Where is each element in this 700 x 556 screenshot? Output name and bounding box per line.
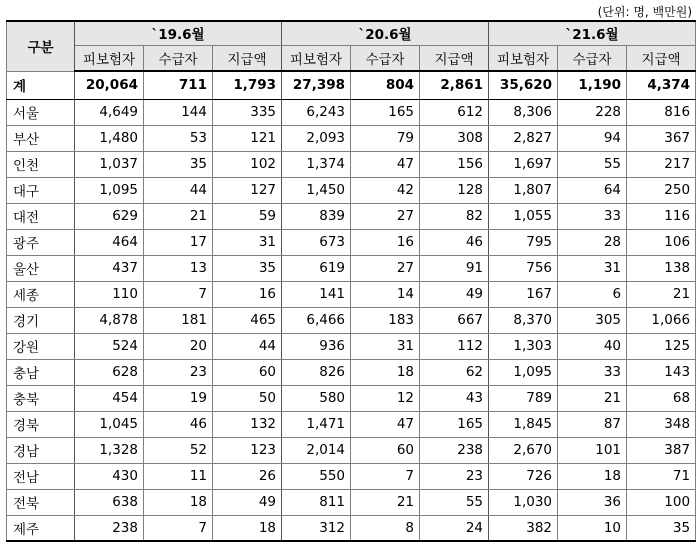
table-cell: 7	[351, 463, 420, 489]
region-name: 서울	[7, 99, 75, 125]
subheader-insured: 피보험자	[282, 45, 351, 71]
table-cell: 23	[144, 359, 213, 385]
table-cell: 1,450	[282, 177, 351, 203]
table-cell: 1,303	[489, 333, 558, 359]
table-cell: 141	[282, 281, 351, 307]
region-name: 인천	[7, 151, 75, 177]
row-label-header: 구분	[7, 21, 75, 71]
table-cell: 7	[144, 281, 213, 307]
table-cell: 464	[75, 229, 144, 255]
table-cell: 382	[489, 515, 558, 541]
table-cell: 102	[213, 151, 282, 177]
table-cell: 94	[558, 125, 627, 151]
table-cell: 348	[627, 411, 696, 437]
table-row	[7, 281, 696, 307]
table-cell: 1,471	[282, 411, 351, 437]
subheader-payment: 지급액	[627, 45, 696, 71]
table-cell: 64	[558, 177, 627, 203]
table-cell: 59	[213, 203, 282, 229]
table-cell: 31	[213, 229, 282, 255]
table-cell: 711	[144, 71, 213, 99]
table-cell: 49	[420, 281, 489, 307]
table-cell: 1,055	[489, 203, 558, 229]
table-cell: 33	[558, 359, 627, 385]
table-cell: 550	[282, 463, 351, 489]
table-cell: 47	[351, 411, 420, 437]
table-cell: 816	[627, 99, 696, 125]
table-row	[7, 437, 696, 463]
table-cell: 36	[558, 489, 627, 515]
table-cell: 4,649	[75, 99, 144, 125]
table-cell: 42	[351, 177, 420, 203]
table-cell: 2,861	[420, 71, 489, 99]
table-cell: 165	[420, 411, 489, 437]
table-cell: 156	[420, 151, 489, 177]
table-cell: 60	[213, 359, 282, 385]
table-cell: 17	[144, 229, 213, 255]
period-header-2019: `19.6월	[75, 21, 282, 45]
table-cell: 7	[144, 515, 213, 541]
table-row	[7, 307, 696, 333]
table-cell: 1,030	[489, 489, 558, 515]
table-cell: 35	[144, 151, 213, 177]
table-cell: 87	[558, 411, 627, 437]
table-cell: 53	[144, 125, 213, 151]
table-cell: 40	[558, 333, 627, 359]
table-cell: 839	[282, 203, 351, 229]
table-cell: 1,845	[489, 411, 558, 437]
table-row	[7, 177, 696, 203]
subheader-recipients: 수급자	[144, 45, 213, 71]
table-cell: 18	[351, 359, 420, 385]
region-name: 대구	[7, 177, 75, 203]
region-name: 충남	[7, 359, 75, 385]
period-header-2020: `20.6월	[282, 21, 489, 45]
table-cell: 44	[213, 333, 282, 359]
table-cell: 112	[420, 333, 489, 359]
table-cell: 181	[144, 307, 213, 333]
table-cell: 91	[420, 255, 489, 281]
table-cell: 165	[351, 99, 420, 125]
table-row	[7, 99, 696, 125]
table-cell: 1,793	[213, 71, 282, 99]
table-cell: 629	[75, 203, 144, 229]
table-cell: 524	[75, 333, 144, 359]
table-body	[7, 71, 696, 541]
table-cell: 8,306	[489, 99, 558, 125]
table-cell: 27	[351, 203, 420, 229]
table-row	[7, 125, 696, 151]
total-label: 계	[7, 71, 75, 99]
table-cell: 6,466	[282, 307, 351, 333]
table-cell: 49	[213, 489, 282, 515]
subheader-payment: 지급액	[420, 45, 489, 71]
table-cell: 312	[282, 515, 351, 541]
table-cell: 1,066	[627, 307, 696, 333]
table-cell: 27	[351, 255, 420, 281]
table-cell: 2,093	[282, 125, 351, 151]
table-cell: 26	[213, 463, 282, 489]
table-cell: 82	[420, 203, 489, 229]
table-row	[7, 333, 696, 359]
table-cell: 43	[420, 385, 489, 411]
table-cell: 18	[144, 489, 213, 515]
table-row	[7, 411, 696, 437]
region-name: 경남	[7, 437, 75, 463]
subheader-payment: 지급액	[213, 45, 282, 71]
table-cell: 673	[282, 229, 351, 255]
table-cell: 1,190	[558, 71, 627, 99]
table-cell: 430	[75, 463, 144, 489]
table-cell: 106	[627, 229, 696, 255]
table-cell: 143	[627, 359, 696, 385]
table-row	[7, 151, 696, 177]
region-name: 강원	[7, 333, 75, 359]
statistics-table	[6, 20, 696, 542]
table-cell: 804	[351, 71, 420, 99]
table-cell: 21	[351, 489, 420, 515]
table-cell: 1,480	[75, 125, 144, 151]
table-cell: 238	[420, 437, 489, 463]
table-cell: 68	[627, 385, 696, 411]
table-cell: 167	[489, 281, 558, 307]
table-cell: 811	[282, 489, 351, 515]
table-cell: 60	[351, 437, 420, 463]
table-cell: 12	[351, 385, 420, 411]
table-cell: 79	[351, 125, 420, 151]
table-cell: 31	[558, 255, 627, 281]
table-cell: 19	[144, 385, 213, 411]
table-cell: 71	[627, 463, 696, 489]
table-cell: 20,064	[75, 71, 144, 99]
table-cell: 27,398	[282, 71, 351, 99]
table-cell: 795	[489, 229, 558, 255]
table-row	[7, 463, 696, 489]
table-row	[7, 385, 696, 411]
table-cell: 144	[144, 99, 213, 125]
region-name: 충북	[7, 385, 75, 411]
table-cell: 8,370	[489, 307, 558, 333]
table-cell: 10	[558, 515, 627, 541]
table-cell: 6,243	[282, 99, 351, 125]
table-cell: 250	[627, 177, 696, 203]
table-cell: 125	[627, 333, 696, 359]
table-cell: 454	[75, 385, 144, 411]
region-name: 전북	[7, 489, 75, 515]
region-name: 울산	[7, 255, 75, 281]
region-name: 경북	[7, 411, 75, 437]
table-cell: 50	[213, 385, 282, 411]
table-cell: 335	[213, 99, 282, 125]
table-cell: 47	[351, 151, 420, 177]
table-cell: 465	[213, 307, 282, 333]
table-cell: 305	[558, 307, 627, 333]
unit-note: (단위: 명, 백만원)	[597, 5, 692, 19]
table-cell: 127	[213, 177, 282, 203]
region-name: 전남	[7, 463, 75, 489]
table-row	[7, 255, 696, 281]
table-row	[7, 515, 696, 541]
region-name: 경기	[7, 307, 75, 333]
table-cell: 789	[489, 385, 558, 411]
table-cell: 110	[75, 281, 144, 307]
table-cell: 1,037	[75, 151, 144, 177]
table-cell: 11	[144, 463, 213, 489]
table-cell: 1,095	[489, 359, 558, 385]
table-cell: 936	[282, 333, 351, 359]
table-cell: 367	[627, 125, 696, 151]
table-cell: 100	[627, 489, 696, 515]
table-cell: 44	[144, 177, 213, 203]
table-cell: 1,045	[75, 411, 144, 437]
table-cell: 726	[489, 463, 558, 489]
table-cell: 2,014	[282, 437, 351, 463]
table-row	[7, 359, 696, 385]
table-cell: 1,807	[489, 177, 558, 203]
table-cell: 437	[75, 255, 144, 281]
table-cell: 228	[558, 99, 627, 125]
table-cell: 31	[351, 333, 420, 359]
table-cell: 55	[420, 489, 489, 515]
table-cell: 1,374	[282, 151, 351, 177]
table-cell: 580	[282, 385, 351, 411]
table-cell: 116	[627, 203, 696, 229]
table-cell: 21	[627, 281, 696, 307]
subheader-recipients: 수급자	[351, 45, 420, 71]
table-cell: 35	[213, 255, 282, 281]
table-cell: 14	[351, 281, 420, 307]
period-header-2021: `21.6월	[489, 21, 696, 45]
table-cell: 121	[213, 125, 282, 151]
table-row	[7, 229, 696, 255]
table-row	[7, 489, 696, 515]
subheader-recipients: 수급자	[558, 45, 627, 71]
table-cell: 55	[558, 151, 627, 177]
table-cell: 638	[75, 489, 144, 515]
table-cell: 23	[420, 463, 489, 489]
region-name: 세종	[7, 281, 75, 307]
table-header	[7, 21, 696, 71]
table-cell: 826	[282, 359, 351, 385]
table-cell: 6	[558, 281, 627, 307]
table-cell: 612	[420, 99, 489, 125]
table-cell: 13	[144, 255, 213, 281]
table-cell: 16	[351, 229, 420, 255]
table-cell: 21	[144, 203, 213, 229]
region-name: 광주	[7, 229, 75, 255]
table-cell: 18	[213, 515, 282, 541]
table-cell: 8	[351, 515, 420, 541]
table-cell: 667	[420, 307, 489, 333]
table-cell: 21	[558, 385, 627, 411]
table-cell: 628	[75, 359, 144, 385]
table-cell: 1,697	[489, 151, 558, 177]
table-cell: 101	[558, 437, 627, 463]
table-cell: 2,670	[489, 437, 558, 463]
subheader-insured: 피보험자	[75, 45, 144, 71]
region-name: 대전	[7, 203, 75, 229]
region-name: 부산	[7, 125, 75, 151]
table-cell: 35,620	[489, 71, 558, 99]
table-cell: 123	[213, 437, 282, 463]
table-cell: 183	[351, 307, 420, 333]
total-row	[7, 71, 696, 99]
table-cell: 4,374	[627, 71, 696, 99]
table-cell: 128	[420, 177, 489, 203]
table-cell: 619	[282, 255, 351, 281]
table-cell: 1,328	[75, 437, 144, 463]
table-cell: 4,878	[75, 307, 144, 333]
table-cell: 52	[144, 437, 213, 463]
table-cell: 387	[627, 437, 696, 463]
table-cell: 1,095	[75, 177, 144, 203]
table-cell: 24	[420, 515, 489, 541]
table-cell: 18	[558, 463, 627, 489]
table-cell: 35	[627, 515, 696, 541]
table-cell: 46	[144, 411, 213, 437]
table-cell: 62	[420, 359, 489, 385]
table-cell: 16	[213, 281, 282, 307]
table-cell: 217	[627, 151, 696, 177]
table-row	[7, 203, 696, 229]
region-name: 제주	[7, 515, 75, 541]
table-cell: 132	[213, 411, 282, 437]
table-cell: 28	[558, 229, 627, 255]
table-cell: 33	[558, 203, 627, 229]
subheader-insured: 피보험자	[489, 45, 558, 71]
table-cell: 238	[75, 515, 144, 541]
table-cell: 138	[627, 255, 696, 281]
table-cell: 2,827	[489, 125, 558, 151]
table-cell: 756	[489, 255, 558, 281]
table-cell: 20	[144, 333, 213, 359]
table-cell: 308	[420, 125, 489, 151]
table-cell: 46	[420, 229, 489, 255]
